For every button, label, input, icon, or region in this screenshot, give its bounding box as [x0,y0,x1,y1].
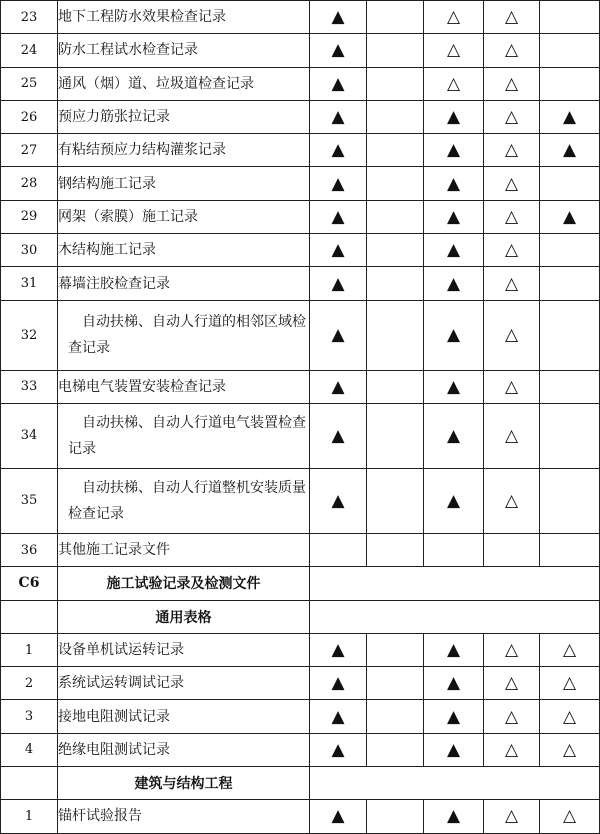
table-row [1,733,600,766]
open-triangle-mark: △ [484,403,540,468]
filled-triangle-mark: ▲ [310,134,367,167]
filled-triangle-mark: ▲ [310,167,367,200]
row-number: 28 [1,167,58,200]
open-triangle-mark: △ [540,700,600,733]
open-triangle-mark: △ [484,100,540,133]
filled-triangle-mark: ▲ [310,234,367,267]
empty-cell [367,134,424,167]
record-name: 自动扶梯、自动人行道电气装置检查记录 [58,403,310,468]
open-triangle-mark: △ [484,633,540,666]
open-triangle-mark: △ [484,34,540,67]
filled-triangle-mark: ▲ [310,34,367,67]
open-triangle-mark: △ [484,167,540,200]
empty-cell [367,234,424,267]
filled-triangle-mark: ▲ [424,234,484,267]
open-triangle-mark: △ [424,1,484,34]
open-triangle-mark: △ [484,200,540,233]
row-number: 33 [1,370,58,403]
table-row [1,533,600,566]
filled-triangle-mark: ▲ [424,468,484,533]
empty-cell [367,533,424,566]
empty-cell [367,800,424,833]
record-name: 预应力筋张拉记录 [58,100,310,133]
row-number: 29 [1,200,58,233]
filled-triangle-mark: ▲ [424,667,484,700]
empty-cell [540,403,600,468]
section-blank-cell [310,767,600,800]
table-row [1,34,600,67]
filled-triangle-mark: ▲ [540,200,600,233]
filled-triangle-mark: ▲ [424,800,484,833]
record-name: 自动扶梯、自动人行道的相邻区域检查记录 [58,300,310,370]
row-number: 30 [1,234,58,267]
filled-triangle-mark: ▲ [424,267,484,300]
filled-triangle-mark: ▲ [424,370,484,403]
empty-cell [367,468,424,533]
empty-cell [367,633,424,666]
row-number: C6 [1,567,58,600]
open-triangle-mark: △ [540,800,600,833]
empty-cell [367,733,424,766]
row-number: 3 [1,700,58,733]
section-title: 通用表格 [58,600,310,633]
row-number [1,767,58,800]
row-number [1,600,58,633]
open-triangle-mark: △ [540,667,600,700]
open-triangle-mark: △ [540,633,600,666]
row-number: 4 [1,733,58,766]
filled-triangle-mark: ▲ [310,633,367,666]
record-name: 有粘结预应力结构灌浆记录 [58,134,310,167]
empty-cell [540,370,600,403]
table-row [1,468,600,533]
record-name: 地下工程防水效果检查记录 [58,1,310,34]
row-number: 1 [1,800,58,833]
filled-triangle-mark: ▲ [310,200,367,233]
empty-cell [367,370,424,403]
empty-cell [424,533,484,566]
filled-triangle-mark: ▲ [540,134,600,167]
record-name: 幕墙注胶检查记录 [58,267,310,300]
row-number: 27 [1,134,58,167]
section-row [1,600,600,633]
empty-cell [367,700,424,733]
open-triangle-mark: △ [484,733,540,766]
empty-cell [367,1,424,34]
table-row [1,403,600,468]
filled-triangle-mark: ▲ [310,100,367,133]
empty-cell [367,34,424,67]
row-number: 26 [1,100,58,133]
empty-cell [540,67,600,100]
record-name: 木结构施工记录 [58,234,310,267]
record-name: 锚杆试验报告 [58,800,310,833]
empty-cell [367,200,424,233]
record-name: 电梯电气装置安装检查记录 [58,370,310,403]
filled-triangle-mark: ▲ [424,100,484,133]
empty-cell [540,34,600,67]
empty-cell [310,533,367,566]
empty-cell [367,300,424,370]
table-row [1,200,600,233]
table-body [1,1,600,834]
empty-cell [540,300,600,370]
empty-cell [540,234,600,267]
table-row [1,300,600,370]
open-triangle-mark: △ [484,370,540,403]
empty-cell [367,403,424,468]
filled-triangle-mark: ▲ [424,300,484,370]
record-name: 钢结构施工记录 [58,167,310,200]
empty-cell [367,67,424,100]
record-name: 接地电阻测试记录 [58,700,310,733]
filled-triangle-mark: ▲ [310,1,367,34]
row-number: 32 [1,300,58,370]
row-number: 24 [1,34,58,67]
filled-triangle-mark: ▲ [424,200,484,233]
record-name: 自动扶梯、自动人行道整机安装质量检查记录 [58,468,310,533]
filled-triangle-mark: ▲ [310,403,367,468]
row-number: 2 [1,667,58,700]
filled-triangle-mark: ▲ [424,167,484,200]
table-row [1,100,600,133]
empty-cell [540,468,600,533]
row-number: 31 [1,267,58,300]
filled-triangle-mark: ▲ [310,370,367,403]
table-row [1,67,600,100]
empty-cell [540,533,600,566]
open-triangle-mark: △ [484,667,540,700]
empty-cell [540,167,600,200]
table-row [1,134,600,167]
record-name: 其他施工记录文件 [58,533,310,566]
table-row [1,700,600,733]
filled-triangle-mark: ▲ [310,667,367,700]
open-triangle-mark: △ [484,134,540,167]
row-number: 35 [1,468,58,533]
record-name: 网架（索膜）施工记录 [58,200,310,233]
open-triangle-mark: △ [484,468,540,533]
row-number: 34 [1,403,58,468]
filled-triangle-mark: ▲ [424,134,484,167]
section-title: 建筑与结构工程 [58,767,310,800]
empty-cell [367,167,424,200]
open-triangle-mark: △ [484,267,540,300]
table-row [1,267,600,300]
table-row [1,667,600,700]
row-number: 23 [1,1,58,34]
open-triangle-mark: △ [484,300,540,370]
filled-triangle-mark: ▲ [424,733,484,766]
table-row [1,633,600,666]
filled-triangle-mark: ▲ [310,700,367,733]
filled-triangle-mark: ▲ [310,733,367,766]
open-triangle-mark: △ [484,67,540,100]
row-number: 36 [1,533,58,566]
record-name: 设备单机试运转记录 [58,633,310,666]
table-row [1,1,600,34]
section-blank-cell [310,567,600,600]
empty-cell [484,533,540,566]
section-blank-cell [310,600,600,633]
open-triangle-mark: △ [424,67,484,100]
empty-cell [367,267,424,300]
record-name: 系统试运转调试记录 [58,667,310,700]
open-triangle-mark: △ [484,800,540,833]
section-row [1,567,600,600]
open-triangle-mark: △ [484,1,540,34]
open-triangle-mark: △ [484,234,540,267]
record-name: 绝缘电阻测试记录 [58,733,310,766]
filled-triangle-mark: ▲ [540,100,600,133]
filled-triangle-mark: ▲ [310,267,367,300]
table-row [1,800,600,833]
table-row [1,167,600,200]
filled-triangle-mark: ▲ [424,403,484,468]
open-triangle-mark: △ [424,34,484,67]
empty-cell [367,667,424,700]
filled-triangle-mark: ▲ [424,633,484,666]
row-number: 25 [1,67,58,100]
filled-triangle-mark: ▲ [310,800,367,833]
row-number: 1 [1,633,58,666]
empty-cell [540,267,600,300]
filled-triangle-mark: ▲ [424,700,484,733]
section-row [1,767,600,800]
filled-triangle-mark: ▲ [310,300,367,370]
empty-cell [367,100,424,133]
filled-triangle-mark: ▲ [310,468,367,533]
filled-triangle-mark: ▲ [310,67,367,100]
table-row [1,234,600,267]
open-triangle-mark: △ [484,700,540,733]
table-row [1,370,600,403]
open-triangle-mark: △ [540,733,600,766]
record-name: 防水工程试水检查记录 [58,34,310,67]
record-name: 通风（烟）道、垃圾道检查记录 [58,67,310,100]
empty-cell [540,1,600,34]
section-title: 施工试验记录及检测文件 [58,567,310,600]
